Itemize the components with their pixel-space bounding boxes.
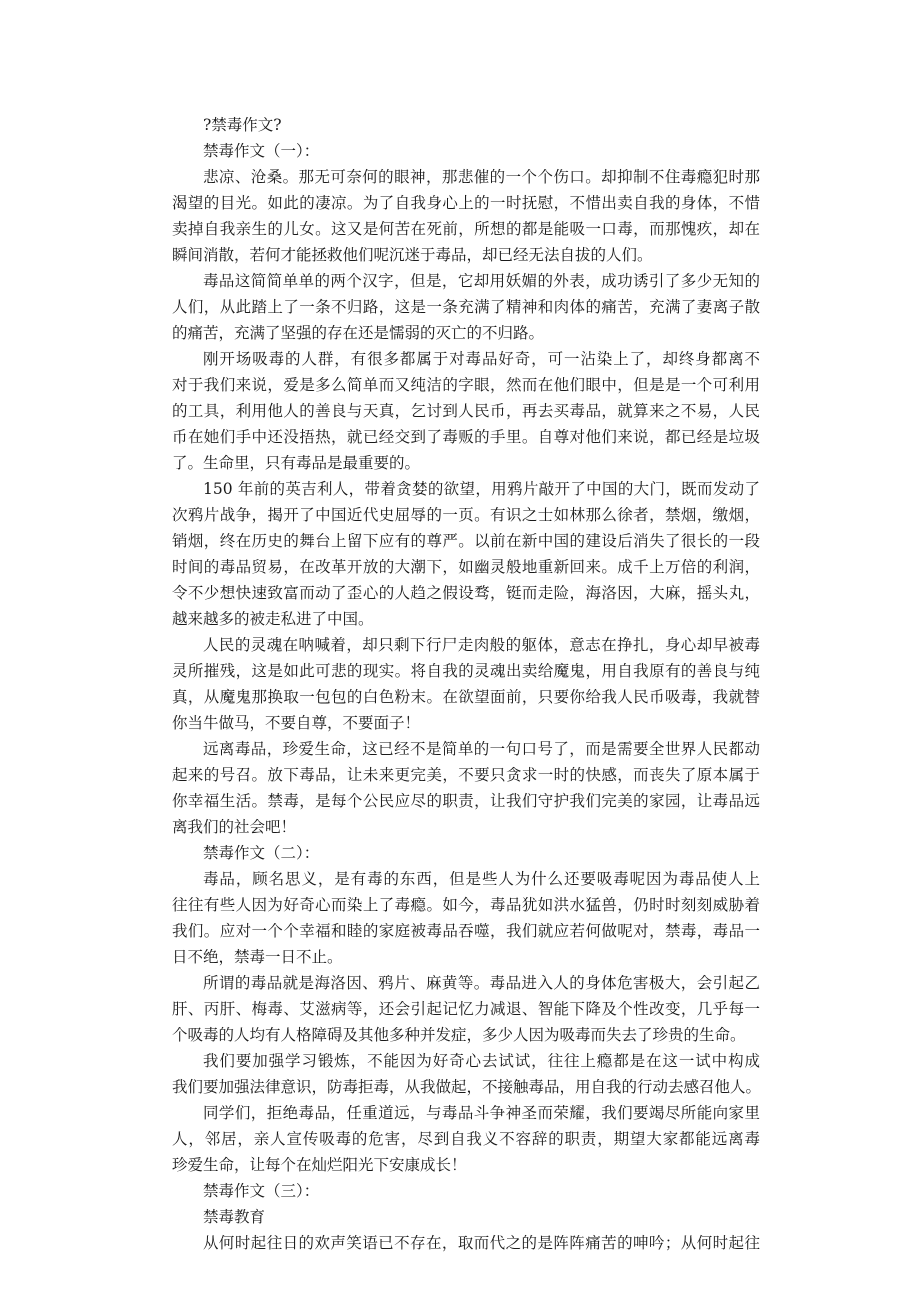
paragraph-line: 人们，从此踏上了一条不归路，这是一条充满了精神和肉体的痛苦，充满了妻离子散	[172, 298, 760, 316]
paragraph-line: 灵所摧残，这是如此可悲的现实。将自我的灵魂出卖给魔鬼，用自我原有的善良与纯	[172, 662, 760, 680]
paragraph-line: 的工具，利用他人的善良与天真，乞讨到人民币，再去买毒品，就算来之不易，人民	[172, 402, 760, 420]
paragraph-line: 从何时起往日的欢声笑语已不存在，取而代之的是阵阵痛苦的呻吟；从何时起往	[203, 1234, 760, 1252]
paragraph-line: 币在她们手中还没捂热，就已经交到了毒贩的手里。自尊对他们来说，都已经是垃圾	[172, 428, 760, 446]
paragraph-line: 越来越多的被走私进了中国。	[172, 610, 374, 628]
paragraph-line: 毒品，顾名思义，是有毒的东西，但是些人为什么还要吸毒呢因为毒品使人上	[203, 870, 760, 888]
paragraph-line: 瞬间消散，若何才能拯救他们呢沉迷于毒品，却已经无法自拔的人们。	[172, 246, 653, 264]
essay-3-paragraph-1	[172, 1230, 760, 1256]
document-title: ?禁毒作文?	[203, 116, 282, 134]
paragraph-line: 卖掉自我亲生的儿女。这又是何苦在死前，所想的都是能吸一口毒，而那愧疚，却在	[172, 220, 760, 238]
paragraph-line: 珍爱生命，让每个在灿烂阳光下安康成长！	[172, 1156, 467, 1174]
paragraph-line: 我们要加强法律意识，防毒拒毒，从我做起，不接触毒品，用自我的行动去感召他人。	[172, 1078, 762, 1096]
paragraph-line: 日不绝，禁毒一日不止。	[172, 948, 343, 966]
essay-3-subheading: 禁毒教育	[203, 1208, 266, 1226]
essay-1-paragraph-5	[172, 632, 760, 736]
essay-3-heading: 禁毒作文（三）：	[203, 1182, 320, 1200]
paragraph-line: 渴望的目光。如此的凄凉。为了自我身心上的一时抚慰，不惜出卖自我的身体，不惜	[172, 194, 760, 212]
paragraph-line: 你当牛做马，不要自尊，不要面子！	[172, 714, 421, 732]
paragraph-line: 我们要加强学习锻炼，不能因为好奇心去试试，往往上瘾都是在这一试中构成	[203, 1052, 760, 1070]
essay-1-paragraph-2	[172, 268, 760, 346]
paragraph-line: 人，邻居，亲人宣传吸毒的危害，尽到自我义不容辞的职责，期望大家都能远离毒	[172, 1130, 760, 1148]
essay-2-paragraph-2	[172, 970, 760, 1048]
essay-2-paragraph-4	[172, 1100, 760, 1178]
essay-2-paragraph-1	[172, 866, 760, 970]
paragraph-line: 悲凉、沧桑。那无可奈何的眼神，那悲催的一个个伤口。却抑制不住毒瘾犯时那	[203, 168, 760, 186]
document-page	[172, 112, 760, 1256]
essay-1-paragraph-3	[172, 346, 760, 476]
essay-1-paragraph-4	[172, 476, 760, 632]
paragraph-line: 离我们的社会吧！	[172, 818, 297, 836]
paragraph-line: 往往有些人因为好奇心而染上了毒瘾。如今，毒品犹如洪水猛兽，仍时时刻刻威胁着	[172, 896, 760, 914]
paragraph-line: 远离毒品，珍爱生命，这已经不是简单的一句口号了，而是需要全世界人民都动	[203, 740, 760, 758]
paragraph-line: 你幸福生活。禁毒，是每个公民应尽的职责，让我们守护我们完美的家园，让毒品远	[172, 792, 760, 810]
paragraph-line: 150 年前的英吉利人，带着贪婪的欲望，用鸦片敲开了中国的大门，既而发动了	[203, 480, 760, 498]
paragraph-line: 人民的灵魂在呐喊着，却只剩下行尸走肉般的躯体，意志在挣扎，身心却早被毒	[203, 636, 760, 654]
paragraph-line: 起来的号召。放下毒品，让未来更完美，不要只贪求一时的快感，而丧失了原本属于	[172, 766, 760, 784]
paragraph-line: 我们。应对一个个幸福和睦的家庭被毒品吞噬，我们就应若何做呢对，禁毒，毒品一	[172, 922, 760, 940]
paragraph-line: 个吸毒的人均有人格障碍及其他多种并发症，多少人因为吸毒而失去了珍贵的生命。	[172, 1026, 746, 1044]
paragraph-line: 刚开场吸毒的人群，有很多都属于对毒品好奇，可一沾染上了，却终身都离不	[203, 350, 760, 368]
paragraph-line: 肝、丙肝、梅毒、艾滋病等，还会引起记忆力减退、智能下降及个性改变，几乎每一	[172, 1000, 760, 1018]
paragraph-line: 真，从魔鬼那换取一包包的白色粉末。在欲望面前，只要你给我人民币吸毒，我就替	[172, 688, 760, 706]
paragraph-line: 所谓的毒品就是海洛因、鸦片、麻黄等。毒品进入人的身体危害极大，会引起乙	[203, 974, 760, 992]
essay-1-heading: 禁毒作文（一）：	[203, 142, 320, 160]
essay-2-heading: 禁毒作文（二）：	[203, 844, 320, 862]
essay-1-paragraph-1	[172, 164, 760, 268]
paragraph-line: 同学们，拒绝毒品，任重道远，与毒品斗争神圣而荣耀，我们要竭尽所能向家里	[203, 1104, 760, 1122]
paragraph-line: 的痛苦，充满了坚强的存在还是懦弱的灭亡的不归路。	[172, 324, 545, 342]
paragraph-line: 令不少想快速致富而动了歪心的人趋之假设骛，铤而走险，海洛因，大麻，摇头丸，	[172, 584, 760, 602]
essay-2-paragraph-3	[172, 1048, 760, 1100]
paragraph-line: 毒品这简简单单的两个汉字，但是，它却用妖媚的外表，成功诱引了多少无知的	[203, 272, 760, 290]
paragraph-line: 对于我们来说，爱是多么简单而又纯洁的字眼，然而在他们眼中，但是是一个可利用	[172, 376, 760, 394]
essay-1-paragraph-6	[172, 736, 760, 840]
paragraph-line: 销烟，终在历史的舞台上留下应有的尊严。以前在新中国的建设后消失了很长的一段	[172, 532, 760, 550]
paragraph-line: 时间的毒品贸易，在改革开放的大潮下，如幽灵般地重新回来。成千上万倍的利润，	[172, 558, 760, 576]
paragraph-line: 了。生命里，只有毒品是最重要的。	[172, 454, 421, 472]
paragraph-line: 次鸦片战争，揭开了中国近代史屈辱的一页。有识之士如林那么徐者，禁烟，缴烟，	[172, 506, 760, 524]
